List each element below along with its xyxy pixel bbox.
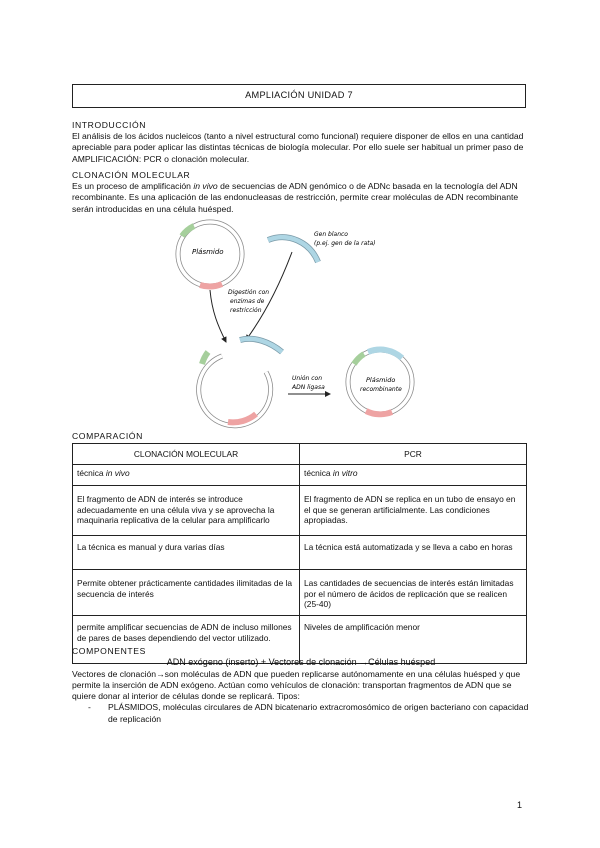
digest-label-3: restricción xyxy=(230,307,262,314)
cloning-text-before: Es un proceso de amplificación xyxy=(72,181,194,192)
cell-right-4: Niveles de amplificación menor xyxy=(300,616,527,664)
table-row xyxy=(73,570,527,616)
recomb-label-2: recombinante xyxy=(360,386,402,393)
recomb-label-1: Plásmido xyxy=(366,376,396,384)
digest-label-2: enzimas de xyxy=(230,298,265,305)
ligase-label-1: Unión con xyxy=(292,375,323,382)
digestion-arrow xyxy=(210,290,226,342)
table-row xyxy=(73,465,527,486)
intro-paragraph: El análisis de los ácidos nucleicos (tanto a nivel estructural como funcional) requiere disponer de ellos en una cantidad apreciable para poder aplicar las distintas técnicas de biología molecular. Por ello suele ser habitual un primer paso de AMPLIFICACIÓN: PCR o clonación molecular. xyxy=(72,131,524,164)
intro-section xyxy=(72,120,530,165)
digest-label-1: Digestión con xyxy=(228,289,270,296)
open-plasmid xyxy=(199,339,282,426)
table-row xyxy=(73,486,527,536)
gene-label-2: (p.ej. gen de la rata) xyxy=(314,240,376,247)
cloning-text-after: de secuencias de ADN genómico o de ADNc basada en la tecnología del ADN recombinante. Es una aplicación de las endonucleasas de restricción, permite crear moléculas de ADN recombinante serán introducidas en una célula huésped. xyxy=(72,181,519,214)
comparison-table xyxy=(72,443,527,664)
cell-right-0: técnica in vitro xyxy=(300,465,527,486)
gene-label-1: Gen blanco xyxy=(314,231,348,238)
table-row xyxy=(73,536,527,570)
cell-left-0: técnica in vivo xyxy=(73,465,300,486)
components-formula: ADN exógeno (inserto) + Vectores de clonación →Células huésped xyxy=(166,657,436,668)
components-section xyxy=(72,646,530,725)
target-gene xyxy=(268,231,376,262)
header-cloning: CLONACIÓN MOLECULAR xyxy=(73,444,300,465)
list-item: - PLÁSMIDOS, moléculas circulares de ADN bicatenario extracromosómico de origen bacteriano con capacidad de replicación xyxy=(72,702,530,724)
cell-left-1: El fragmento de ADN de interés se introduce adecuadamente en una célula viva y se aprovecha la maquinaria replicativa de la celular para amplificarlo xyxy=(73,486,300,536)
components-paragraph: Vectores de clonación→son moléculas de ADN que pueden replicarse autónomamente en una células huésped y que permite la inserción de ADN exógeno. Actúan como vehículos de clonación: transportan fragmentos de ADN que se quiere donar al interior de células donde se replicará. Tipos: xyxy=(72,668,521,702)
cell-left-3: Permite obtener prácticamente cantidades ilimitadas de la secuencia de interés xyxy=(73,570,300,616)
cell-left-4: permite amplificar secuencias de ADN de incluso millones de pares de bases dependiendo del vector utilizado. xyxy=(73,616,300,664)
header-pcr: PCR xyxy=(300,444,527,465)
plasmid-circle xyxy=(178,222,242,286)
cloning-text-italic: in vivo xyxy=(193,181,218,192)
document-title: AMPLIACIÓN UNIDAD 7 xyxy=(72,84,526,108)
recombinant-plasmid xyxy=(348,350,412,415)
gene-arrow xyxy=(246,252,292,340)
ligase-label-2: ADN ligasa xyxy=(292,384,325,391)
cloning-diagram xyxy=(170,214,420,429)
intro-heading: INTRODUCCIÓN xyxy=(72,120,147,130)
cell-left-2: La técnica es manual y dura varias días xyxy=(73,536,300,570)
components-heading: COMPONENTES xyxy=(72,646,146,656)
cloning-section xyxy=(72,170,530,215)
cloning-paragraph xyxy=(72,181,530,215)
cell-right-3: Las cantidades de secuencias de interés están limitadas por el número de ácidos de replicación que se realicen (25-40) xyxy=(300,570,527,616)
table-header-row xyxy=(73,444,527,465)
page-number: 1 xyxy=(517,800,523,810)
cloning-heading: CLONACIÓN MOLECULAR xyxy=(72,170,191,180)
components-list xyxy=(72,702,530,724)
cell-right-1: El fragmento de ADN se replica en un tubo de ensayo en el que se generan artificialmente. Las condiciones apropiadas. xyxy=(300,486,527,536)
plasmid-label: Plásmido xyxy=(192,248,224,256)
comparison-heading: COMPARACIÓN xyxy=(72,431,143,441)
cell-right-2: La técnica está automatizada y se lleva a cabo en horas xyxy=(300,536,527,570)
